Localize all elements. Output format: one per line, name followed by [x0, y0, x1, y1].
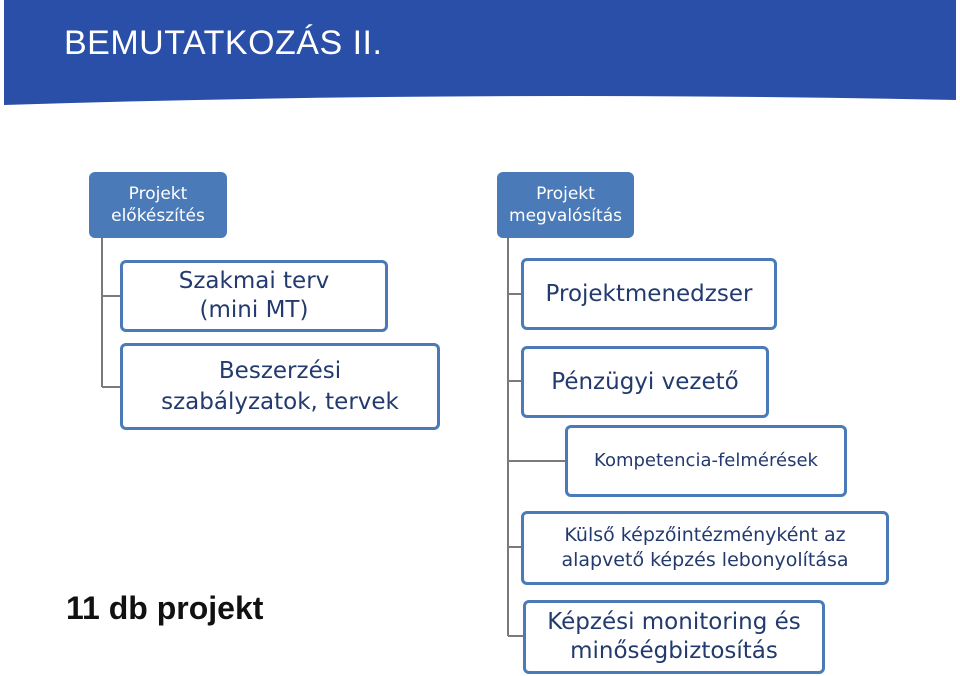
procurement-rules-box: Beszerzési szabályzatok, tervek	[120, 343, 440, 430]
competency-assessment-box: Kompetencia-felmérések	[565, 425, 847, 497]
preparation-header: Projekt előkészítés	[89, 172, 227, 238]
training-monitoring-box: Képzési monitoring és minőségbiztosítás	[523, 600, 825, 674]
page-title: BEMUTATKOZÁS II.	[64, 24, 383, 62]
financial-manager-box: Pénzügyi vezető	[521, 346, 769, 418]
project-manager-box: Projektmenedzser	[521, 258, 777, 330]
implementation-header: Projekt megvalósítás	[497, 172, 634, 238]
professional-plan-box: Szakmai terv (mini MT)	[120, 260, 388, 332]
project-count-text: 11 db projekt	[66, 590, 264, 626]
external-training-box: Külső képzőintézményként az alapvető képzés lebonyolítása	[521, 511, 889, 585]
